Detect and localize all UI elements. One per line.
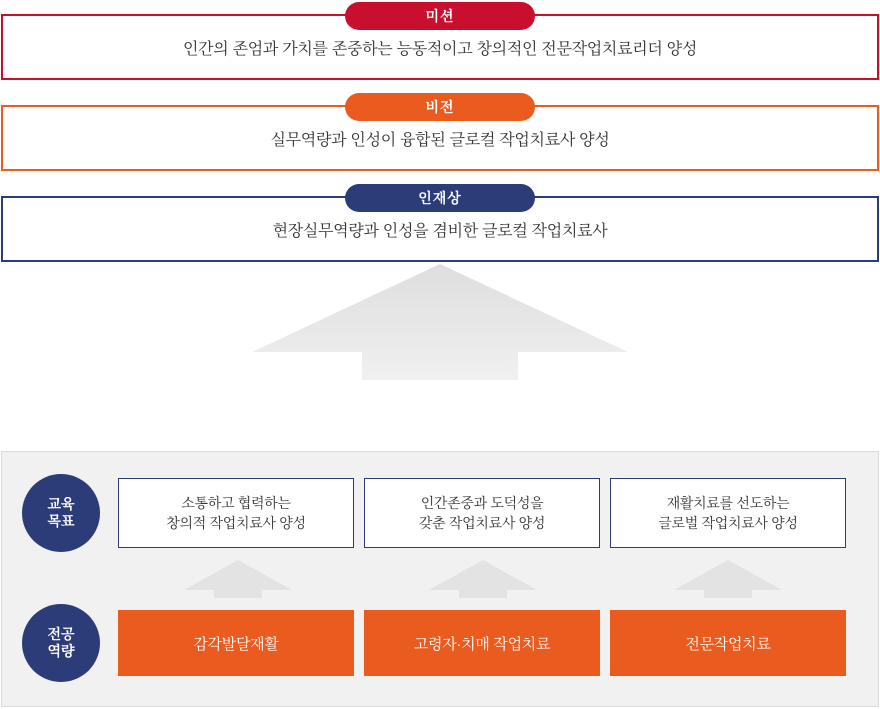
major-competency-card: 고령자·치매 작업치료 bbox=[364, 610, 600, 676]
education-goal-card-line1: 인간존중과 도덕성을 bbox=[420, 494, 544, 511]
education-goal-card bbox=[364, 478, 600, 548]
major-competency-badge-line2: 역량 bbox=[47, 643, 75, 659]
upward-arrow-icon bbox=[182, 558, 294, 598]
big-arrow-container bbox=[0, 262, 880, 382]
education-panel bbox=[1, 451, 879, 707]
upward-arrow-icon bbox=[250, 262, 630, 380]
education-goal-row bbox=[2, 478, 880, 548]
major-competency-badge-line1: 전공 bbox=[47, 625, 75, 642]
education-goal-badge-line2: 목표 bbox=[47, 513, 75, 529]
upward-arrow-icon bbox=[672, 558, 784, 598]
education-goal-card bbox=[118, 478, 354, 548]
major-competency-cards bbox=[118, 610, 846, 676]
education-goal-card-line1: 소통하고 협력하는 bbox=[181, 494, 291, 511]
major-competency-row bbox=[2, 608, 880, 678]
major-competency-card: 감각발달재활 bbox=[118, 610, 354, 676]
connector-arrows bbox=[2, 558, 880, 604]
education-goal-badge bbox=[22, 474, 100, 552]
talent-band bbox=[1, 190, 879, 262]
diagram-root bbox=[0, 8, 880, 709]
major-competency-badge bbox=[22, 604, 100, 682]
education-goal-cards bbox=[118, 478, 846, 548]
vision-band bbox=[1, 99, 879, 171]
mission-text: 인간의 존엄과 가치를 존중하는 능동적이고 창의적인 전문작업치료리더 양성 bbox=[182, 40, 697, 58]
talent-text: 현장실무역량과 인성을 겸비한 글로컬 작업치료사 bbox=[272, 222, 608, 240]
education-goal-card-line2: 갖춘 작업치료사 양성 bbox=[418, 515, 546, 531]
education-goal-card-line2: 글로벌 작업치료사 양성 bbox=[658, 515, 798, 531]
major-competency-card: 전문작업치료 bbox=[610, 610, 846, 676]
talent-pill-label: 인재상 bbox=[345, 184, 535, 212]
education-goal-card bbox=[610, 478, 846, 548]
education-goal-badge-line1: 교육 bbox=[47, 495, 75, 512]
education-goal-card-line1: 재활치료를 선도하는 bbox=[666, 494, 790, 511]
vision-pill-label: 비전 bbox=[345, 93, 535, 121]
education-goal-card-line2: 창의적 작업치료사 양성 bbox=[166, 515, 306, 531]
upward-arrow-icon bbox=[427, 558, 539, 598]
mission-band bbox=[1, 8, 879, 80]
vision-text: 실무역량과 인성이 융합된 글로컬 작업치료사 양성 bbox=[270, 131, 610, 149]
mission-pill-label: 미션 bbox=[345, 2, 535, 30]
